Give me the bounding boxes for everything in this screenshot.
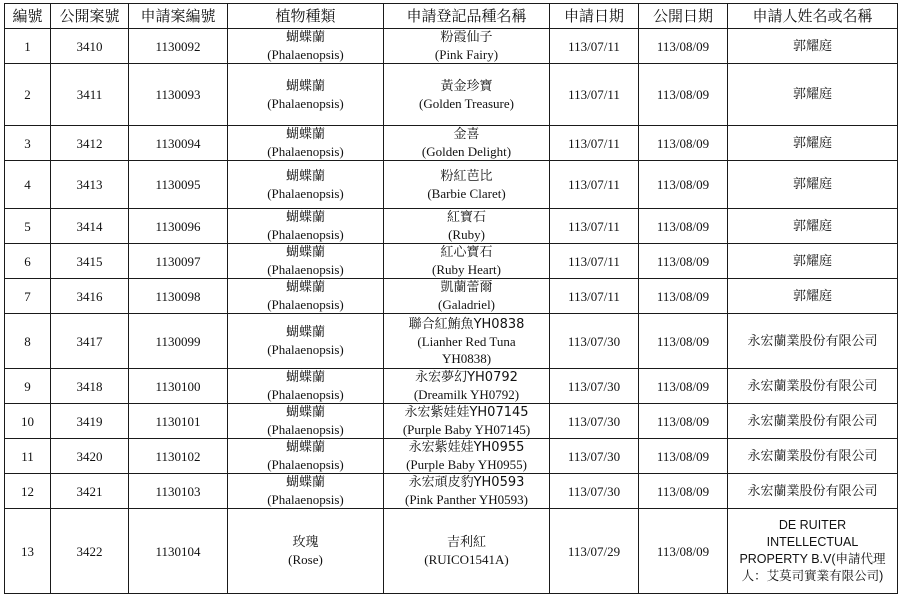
cell-publication-date: 113/08/09 (639, 369, 728, 404)
cell-publication-no: 3418 (51, 369, 129, 404)
cell-applicant (728, 314, 898, 369)
cell-applicant (728, 209, 898, 244)
cell-publication-no: 3413 (51, 161, 129, 209)
plant-name-en: (Phalaenopsis) (267, 227, 344, 242)
cell-application-no: 1130095 (129, 161, 228, 209)
cell-application-no: 1130092 (129, 29, 228, 64)
cell-publication-date: 113/08/09 (639, 244, 728, 279)
table-row (5, 161, 898, 209)
cell-application-date: 113/07/30 (550, 404, 639, 439)
cell-number: 11 (5, 439, 51, 474)
cell-application-date: 113/07/11 (550, 279, 639, 314)
cell-number: 13 (5, 509, 51, 594)
variety-name-line: 黃金珍寶 (440, 78, 493, 94)
cell-application-date: 113/07/11 (550, 64, 639, 126)
variety-publication-table (4, 3, 898, 594)
variety-name-line: 聯合紅鮪魚YH0838 (408, 316, 525, 332)
applicant-line: 永宏蘭業股份有限公司 (747, 448, 878, 464)
table-row (5, 404, 898, 439)
cell-plant-type (228, 439, 384, 474)
cell-variety-name (384, 126, 550, 161)
variety-name-line: (RUICO1541A) (424, 552, 509, 567)
plant-name-en: (Phalaenopsis) (267, 297, 344, 312)
cell-number: 4 (5, 161, 51, 209)
cell-publication-no: 3415 (51, 244, 129, 279)
table-row (5, 509, 898, 594)
plant-name-zh: 蝴蝶蘭 (285, 370, 325, 385)
variety-name-line: (Golden Delight) (421, 144, 512, 159)
plant-name-zh: 蝴蝶蘭 (285, 325, 325, 340)
header-row (5, 4, 898, 29)
cell-number: 2 (5, 64, 51, 126)
cell-plant-type (228, 369, 384, 404)
cell-applicant (728, 509, 898, 594)
cell-publication-no: 3422 (51, 509, 129, 594)
applicant-line: 永宏蘭業股份有限公司 (747, 413, 878, 429)
variety-name-line: (Galadriel) (437, 297, 496, 312)
plant-name-zh: 蝴蝶蘭 (285, 405, 325, 420)
cell-application-no: 1130100 (129, 369, 228, 404)
plant-name-zh: 蝴蝶蘭 (285, 210, 325, 225)
plant-name-en: (Phalaenopsis) (267, 262, 344, 277)
plant-name-en: (Rose) (288, 552, 323, 567)
cell-applicant (728, 474, 898, 509)
applicant-line: 郭耀庭 (792, 135, 832, 151)
cell-application-no: 1130104 (129, 509, 228, 594)
cell-application-date: 113/07/30 (550, 474, 639, 509)
variety-name-line: 永宏紫娃娃YH07145 (404, 405, 529, 420)
cell-publication-date: 113/08/09 (639, 439, 728, 474)
plant-name-zh: 蝴蝶蘭 (285, 280, 325, 295)
cell-publication-date: 113/08/09 (639, 209, 728, 244)
cell-publication-no: 3412 (51, 126, 129, 161)
variety-name-line: (Purple Baby YH0955) (406, 457, 527, 472)
cell-publication-date: 113/08/09 (639, 474, 728, 509)
variety-name-line: 永宏紫娃娃YH0955 (408, 440, 525, 455)
cell-variety-name (384, 314, 550, 369)
cell-publication-no: 3420 (51, 439, 129, 474)
cell-number: 1 (5, 29, 51, 64)
cell-application-date: 113/07/11 (550, 126, 639, 161)
cell-application-no: 1130098 (129, 279, 228, 314)
variety-name-line: 紅心寶石 (440, 245, 493, 260)
cell-number: 7 (5, 279, 51, 314)
cell-variety-name (384, 64, 550, 126)
cell-variety-name (384, 474, 550, 509)
variety-name-line: 紅寶石 (446, 210, 486, 225)
cell-applicant (728, 64, 898, 126)
variety-name-line: (Ruby Heart) (432, 262, 501, 277)
applicant-line: INTELLECTUAL (766, 535, 859, 549)
cell-plant-type (228, 279, 384, 314)
plant-name-zh: 蝴蝶蘭 (285, 440, 325, 455)
header-cell: 申請人姓名或名稱 (728, 4, 898, 29)
plant-name-en: (Phalaenopsis) (267, 144, 344, 159)
plant-name-zh: 蝴蝶蘭 (285, 245, 325, 260)
cell-variety-name (384, 29, 550, 64)
cell-application-no: 1130103 (129, 474, 228, 509)
table-row (5, 439, 898, 474)
cell-plant-type (228, 161, 384, 209)
plant-name-en: (Phalaenopsis) (267, 185, 344, 201)
plant-name-zh: 蝴蝶蘭 (285, 78, 325, 94)
plant-name-zh: 蝴蝶蘭 (285, 127, 325, 142)
cell-plant-type (228, 404, 384, 439)
plant-name-en: (Phalaenopsis) (267, 387, 344, 402)
applicant-line: 郭耀庭 (792, 288, 832, 304)
cell-number: 9 (5, 369, 51, 404)
cell-applicant (728, 439, 898, 474)
plant-name-zh: 蝴蝶蘭 (285, 30, 325, 45)
applicant-line: 永宏蘭業股份有限公司 (747, 378, 878, 394)
table-row (5, 314, 898, 369)
cell-publication-no: 3414 (51, 209, 129, 244)
cell-variety-name (384, 369, 550, 404)
cell-application-date: 113/07/11 (550, 244, 639, 279)
applicant-line: PROPERTY B.V(申請代理 (739, 552, 886, 566)
plant-name-en: (Phalaenopsis) (267, 95, 344, 111)
header-cell: 申請登記品種名稱 (384, 4, 550, 29)
cell-application-date: 113/07/11 (550, 29, 639, 64)
cell-plant-type (228, 29, 384, 64)
cell-application-no: 1130093 (129, 64, 228, 126)
cell-number: 3 (5, 126, 51, 161)
applicant-line: 郭耀庭 (792, 218, 832, 234)
cell-application-date: 113/07/11 (550, 161, 639, 209)
cell-applicant (728, 29, 898, 64)
table-row (5, 209, 898, 244)
cell-application-no: 1130096 (129, 209, 228, 244)
header-cell: 申請案編號 (129, 4, 228, 29)
plant-name-zh: 蝴蝶蘭 (285, 168, 325, 184)
variety-name-line: (Dreamilk YH0792) (413, 387, 520, 402)
cell-number: 5 (5, 209, 51, 244)
cell-publication-date: 113/08/09 (639, 314, 728, 369)
header-cell: 公開案號 (51, 4, 129, 29)
cell-plant-type (228, 474, 384, 509)
cell-application-no: 1130102 (129, 439, 228, 474)
cell-publication-date: 113/08/09 (639, 279, 728, 314)
header-cell: 公開日期 (639, 4, 728, 29)
cell-applicant (728, 161, 898, 209)
cell-publication-no: 3419 (51, 404, 129, 439)
variety-name-line: 金喜 (453, 127, 480, 142)
cell-applicant (728, 126, 898, 161)
plant-name-zh: 蝴蝶蘭 (285, 475, 325, 490)
variety-name-line: (Lianher Red Tuna (417, 333, 516, 349)
cell-application-date: 113/07/30 (550, 314, 639, 369)
cell-plant-type (228, 126, 384, 161)
cell-publication-date: 113/08/09 (639, 509, 728, 594)
variety-name-line: (Ruby) (448, 227, 485, 242)
table-row (5, 279, 898, 314)
cell-application-date: 113/07/11 (550, 209, 639, 244)
cell-variety-name (384, 439, 550, 474)
cell-applicant (728, 369, 898, 404)
table-row (5, 474, 898, 509)
variety-name-line: (Pink Panther YH0593) (404, 492, 528, 507)
table-row (5, 126, 898, 161)
variety-name-line: 粉霞仙子 (440, 30, 493, 45)
plant-name-en: (Phalaenopsis) (267, 47, 344, 62)
cell-publication-date: 113/08/09 (639, 29, 728, 64)
cell-publication-no: 3417 (51, 314, 129, 369)
variety-name-line: 永宏夢幻YH0792 (415, 370, 518, 385)
cell-application-date: 113/07/29 (550, 509, 639, 594)
cell-plant-type (228, 244, 384, 279)
table-body (5, 29, 898, 594)
applicant-line: DE RUITER (778, 518, 847, 532)
applicant-line: 人：艾莫司實業有限公司) (741, 569, 884, 583)
variety-name-line: 粉紅芭比 (440, 168, 493, 184)
applicant-line: 永宏蘭業股份有限公司 (747, 483, 878, 499)
variety-name-line: (Barbie Claret) (427, 185, 506, 201)
cell-publication-no: 3411 (51, 64, 129, 126)
variety-name-line: YH0838) (441, 350, 492, 366)
cell-applicant (728, 244, 898, 279)
cell-variety-name (384, 209, 550, 244)
cell-variety-name (384, 509, 550, 594)
variety-name-line: 永宏頑皮豹YH0593 (408, 475, 525, 490)
variety-name-line: (Purple Baby YH07145) (402, 422, 531, 437)
cell-publication-date: 113/08/09 (639, 126, 728, 161)
cell-publication-no: 3410 (51, 29, 129, 64)
header-cell: 編號 (5, 4, 51, 29)
cell-application-no: 1130094 (129, 126, 228, 161)
plant-name-en: (Phalaenopsis) (267, 342, 344, 357)
table-row (5, 369, 898, 404)
applicant-line: 永宏蘭業股份有限公司 (747, 333, 878, 349)
plant-name-en: (Phalaenopsis) (267, 422, 344, 437)
variety-name-line: 吉利紅 (446, 535, 486, 550)
cell-plant-type (228, 509, 384, 594)
cell-variety-name (384, 279, 550, 314)
applicant-line: 郭耀庭 (792, 87, 832, 102)
cell-application-no: 1130099 (129, 314, 228, 369)
plant-name-en: (Phalaenopsis) (267, 492, 344, 507)
cell-applicant (728, 404, 898, 439)
cell-publication-date: 113/08/09 (639, 404, 728, 439)
cell-publication-date: 113/08/09 (639, 64, 728, 126)
cell-plant-type (228, 209, 384, 244)
cell-application-date: 113/07/30 (550, 439, 639, 474)
applicant-line: 郭耀庭 (792, 253, 832, 269)
cell-number: 10 (5, 404, 51, 439)
cell-plant-type (228, 64, 384, 126)
cell-publication-no: 3416 (51, 279, 129, 314)
cell-applicant (728, 279, 898, 314)
header-cell: 申請日期 (550, 4, 639, 29)
cell-variety-name (384, 404, 550, 439)
applicant-line: 郭耀庭 (792, 177, 832, 192)
cell-application-no: 1130097 (129, 244, 228, 279)
cell-application-date: 113/07/30 (550, 369, 639, 404)
header-cell: 植物種類 (228, 4, 384, 29)
cell-number: 6 (5, 244, 51, 279)
applicant-line: 郭耀庭 (792, 38, 832, 54)
variety-name-line: (Golden Treasure) (419, 95, 514, 111)
cell-publication-date: 113/08/09 (639, 161, 728, 209)
cell-application-no: 1130101 (129, 404, 228, 439)
cell-variety-name (384, 244, 550, 279)
cell-plant-type (228, 314, 384, 369)
table-row (5, 244, 898, 279)
variety-name-line: 凱蘭蕾爾 (440, 280, 493, 295)
table-row (5, 29, 898, 64)
plant-name-zh: 玫瑰 (292, 535, 319, 550)
table-row (5, 64, 898, 126)
cell-number: 12 (5, 474, 51, 509)
cell-publication-no: 3421 (51, 474, 129, 509)
variety-name-line: (Pink Fairy) (434, 47, 499, 62)
cell-number: 8 (5, 314, 51, 369)
plant-name-en: (Phalaenopsis) (267, 457, 344, 472)
cell-variety-name (384, 161, 550, 209)
